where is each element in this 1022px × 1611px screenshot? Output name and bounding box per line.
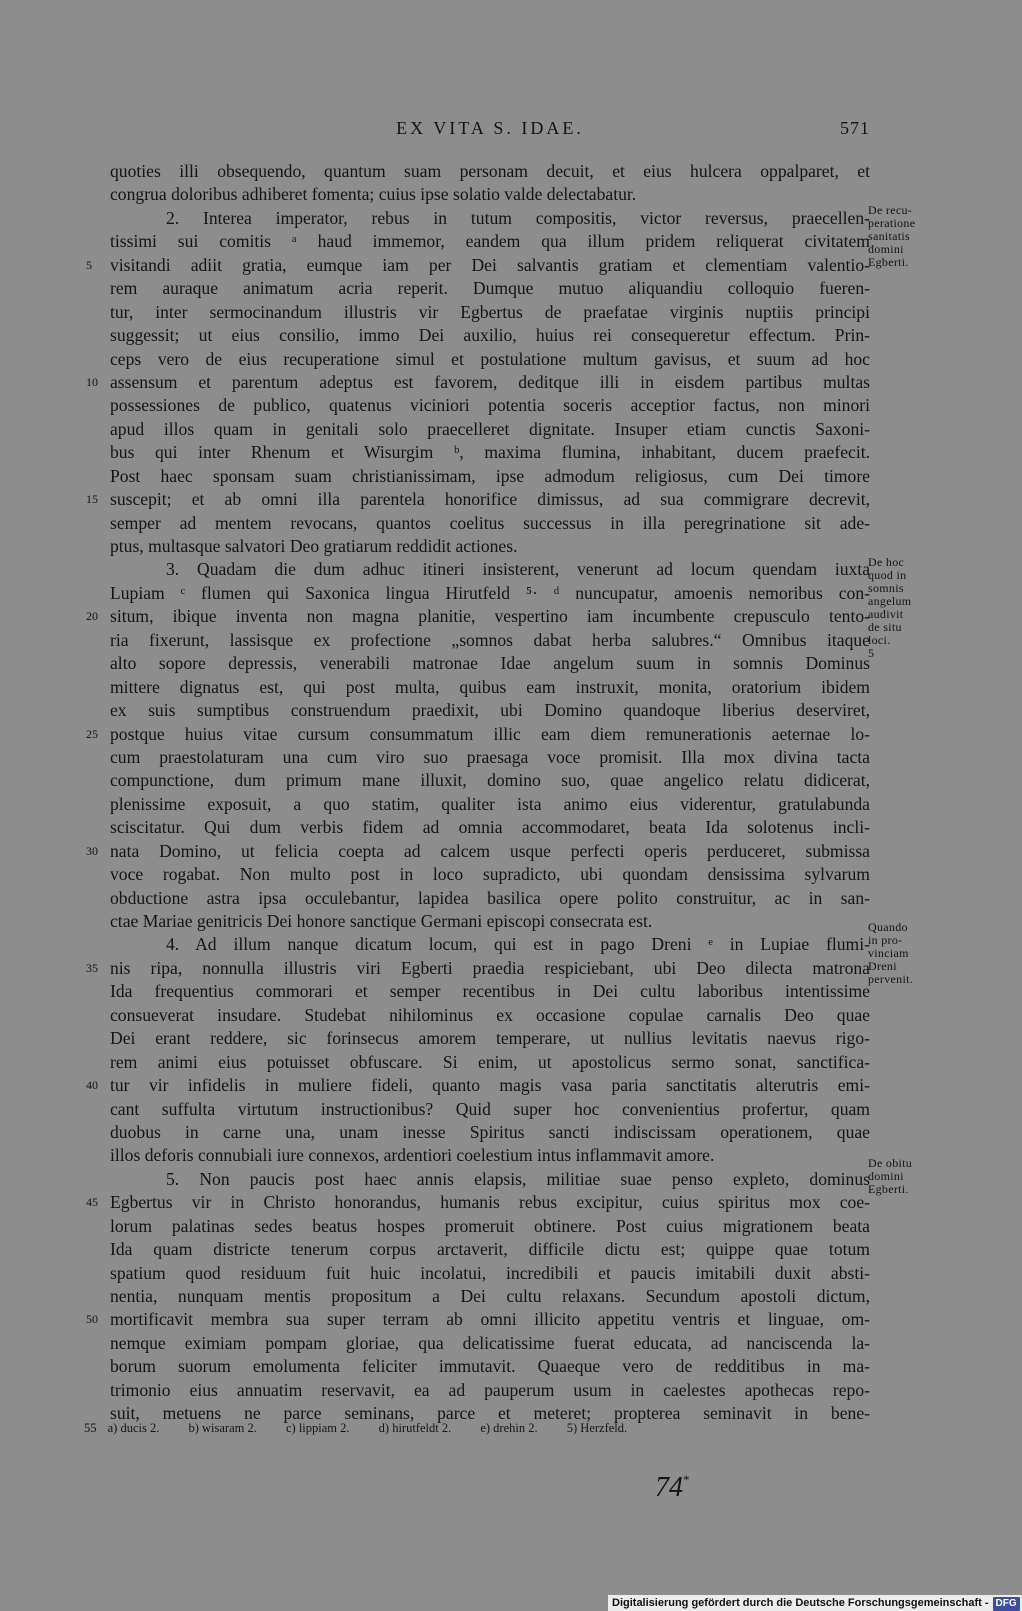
text-line [110,183,870,206]
text-line [86,723,870,746]
line-number: 5 [86,257,92,272]
line-text: nemque eximiam pompam gloriae, qua delicatissime fuerat educata, ad nanciscenda la- [110,1332,870,1353]
line-text: quoties illi obsequendo, quantum suam personam decuit, et eius hulcera oppalparet, et [110,161,870,181]
running-title: EX VITA S. IDAE. [396,118,584,138]
line-text: tur, inter sermocinandum illustris vir Egbertus de praefatae virginis nuptiis principi [110,301,870,322]
line-text: tur vir infidelis in muliere fideli, quanto magis vasa paria sanctitatis alterutris emi- [110,1075,870,1096]
text-line [110,629,870,652]
text-line [110,1098,870,1121]
text-line [110,676,870,699]
line-text: congrua doloribus adhiberet fomenta; cuius ipse solatio valde delectabatur. [110,184,637,205]
text-line [110,746,870,769]
text-line [110,418,870,441]
sidenote-line: peratione [868,216,916,230]
text-line [110,441,870,464]
text-line [110,301,870,324]
dfg-banner[interactable] [608,1595,1022,1611]
line-text: duobus in carne una, unam inesse Spiritus sancti indiscissam operationem, quae [110,1121,870,1142]
line-text: 2. Interea imperator, rebus in tutum compositis, victor reversus, praecellen- [166,207,870,228]
sidenote-line: sanitatis [868,229,911,243]
line-text: semper ad mentem revocans, quantos coelitus successus in illa peregrinatione sit ade- [110,512,870,533]
line-text: nis ripa, nonnulla illustris viri Egberti praedia respiciebant, ubi Deo dilecta matrona [110,957,870,978]
line-text: ptus, multasque salvatori Deo gratiarum reddidit actiones. [110,536,518,556]
line-text: apud illos quam in genitali solo praecelleret dignitate. Insuper etiam cunctis Saxoni- [110,418,870,439]
text-line [110,652,870,675]
text-line [110,1332,870,1355]
line-number: 50 [86,1312,98,1327]
text-line [110,1379,870,1402]
line-text: mortificavit membra sua super terram ab omni illicito appetitu ventris et linguae, om- [110,1309,870,1330]
sidenote-line: quod in [868,568,907,582]
main-text [86,160,870,1426]
text-line [110,230,870,253]
sidenote-line: Dreni [868,959,897,973]
sidenote-line: in pro- [868,933,903,947]
text-line [110,933,870,956]
line-text: ria fixerunt, lassisque ex profectione „somnos dabat herba salubres.“ Omnibus itaque [110,629,870,650]
sidenote-2 [868,556,958,660]
line-text: obductione astra ipsa occulebantur, lapidea basilica opere polito construitur, ac in san- [110,887,870,908]
text-line [110,558,870,581]
line-text: alto sopore depressis, venerabili matronae Idae angelum suum in somnis Dominus [110,653,870,674]
line-text: suggessit; ut eius consilio, immo Dei auxilio, huius rei consequeretur effectum. Prin- [110,325,870,346]
text-line [110,1027,870,1050]
sidenote-line: domini [868,242,904,256]
text-line [110,465,870,488]
text-line [110,535,870,558]
page-number: 571 [840,118,870,138]
line-number: 35 [86,960,98,975]
text-line [110,887,870,910]
line-text: lorum palatinas sedes beatus hospes promeruit obtinere. Post cuius migrationem beata [110,1215,870,1236]
sidenote-line: domini [868,1169,904,1183]
text-line [110,277,870,300]
sidenote-line: audivit [868,607,904,621]
sidenote-line: De obitu [868,1156,913,1170]
line-text: compunctione, dum primum mane illuxit, domino suo, quae angelico relatu didicerat, [110,770,870,791]
line-text: postque huius vitae cursum consummatum illic eam diem remunerationis aeternae lo- [110,723,870,744]
text-line [86,371,870,394]
signature-mark [655,1472,690,1504]
sidenote-line: Egberti. [868,255,909,269]
text-line [86,1074,870,1097]
sidenote-line: 5 [868,646,875,660]
line-text: sciscitatur. Qui dum verbis fidem ad omnia accommodaret, beata Ida solotenus incli- [110,817,870,838]
line-text: cant suffulta virtutum instructionibus? Quid super hoc convenientius profertur, quam [110,1098,870,1119]
line-number: 10 [86,374,98,389]
line-number: 30 [86,843,98,858]
line-text: mittere dignatus est, qui post multa, quibus eam instruxit, monita, oratorium ibidem [110,676,870,697]
line-text: suit, metuens ne parce seminans, parce et meteret; propterea seminavit in bene- [110,1403,870,1424]
text-line [110,324,870,347]
line-text: ceps vero de eius recuperatione simul et postulatione multum gavisus, et suum ad hoc [110,348,870,369]
line-text: bus qui inter Rhenum et Wisurgim ᵇ, maxima flumina, inhabitant, ducem praefecit. [110,442,870,463]
line-text: Dei erant reddere, sic forinsecus amorem temperare, ut nullius levitatis naevus rigo- [110,1028,870,1049]
sidenote-line: De hoc [868,555,905,569]
line-text: spatium quod residuum fuit huic incolatui, incredibili et paucis imitabili duxit absti- [110,1262,870,1283]
sidenote-line: angelum [868,594,912,608]
banner-text: Digitalisierung gefördert durch die Deutsche Forschungsgemeinschaft - [612,1597,989,1609]
text-line [86,254,870,277]
sidenote-line: de situ [868,620,902,634]
line-text: Ida frequentius commorari et semper recentibus in Dei cultu laboribus intentissime [110,981,870,1002]
line-text: situm, ibique inventa non magna planitie, vespertino iam incumbente crepusculo tento- [110,606,870,627]
footnote: b) wisaram 2. [188,1421,257,1435]
text-line [86,1191,870,1214]
text-line [110,207,870,230]
text-line [110,863,870,886]
footnotes [84,1421,804,1436]
text-line [86,957,870,980]
footnote-line-number: 55 [84,1421,97,1435]
text-line [110,1215,870,1238]
line-text: possessiones de publico, quatenus viciniori potentia soceris acceptior factus, non minori [110,395,870,416]
sidenote-line: De recu- [868,203,913,217]
sidenote-line: loci. [868,633,891,647]
text-line [86,840,870,863]
signature-asterisk: * [683,1472,690,1487]
line-text: nentia, nunquam mentis propositum a Dei cultu relaxans. Secundum apostoli dictum, [110,1286,870,1306]
text-line [110,1051,870,1074]
text-line [110,793,870,816]
line-text: tissimi sui comitis ᵃ haud immemor, eandem qua illum pridem reliquerat civitatem [110,231,870,252]
line-text: suscepit; et ab omni illa parentela honorifice dimissus, ad sua commigrare decrevit, [110,489,870,510]
text-line [110,1144,870,1167]
line-text: 4. Ad illum nanque dicatum locum, qui est in pago Dreni ᵉ in Lupiae flumi- [166,934,870,955]
line-text: plenissime exposuit, a quo statim, qualiter ista animo eius viderentur, gratulabunda [110,793,870,814]
dfg-logo: DFG [993,1597,1020,1611]
sidenote-3 [868,921,958,986]
line-text: 5. Non paucis post haec annis elapsis, militiae suae penso expleto, dominus [166,1168,870,1189]
text-line [110,1355,870,1378]
footnote: d) hirutfeldt 2. [378,1421,452,1435]
line-number: 15 [86,492,98,507]
line-text: rem auraque animatum acria reperit. Dumque mutuo aliquandiu colloquio fueren- [110,278,870,299]
footnote: a) ducis 2. [107,1421,160,1435]
line-text: borum suorum emolumenta feliciter immutavit. Quaeque vero de redditibus in ma- [110,1356,870,1377]
line-number: 25 [86,726,98,741]
signature-number: 74 [655,1472,683,1503]
line-text: visitandi adiit gratia, eumque iam per Dei salvantis gratiam et clementiam valentio- [110,254,870,275]
line-text: Post haec sponsam suam christianissimam, ipse admodum religiosus, cum Dei timore [110,465,870,486]
line-text: nata Domino, ut felicia coepta ad calcem usque perfecti operis perduceret, submissa [110,840,870,861]
text-line [110,582,870,605]
text-line [110,512,870,535]
text-line [86,605,870,628]
line-text: assensum et parentum adeptus est favorem, deditque illi in eisdem partibus multas [110,371,870,392]
line-text: 3. Quadam die dum adhuc itineri insisterent, venerunt ad locum quendam iuxta [166,559,870,580]
sidenote-line: Egberti. [868,1182,909,1196]
line-text: illos deforis connubiali iure connexos, ardentiori coelestium intus inflammavit amore. [110,1145,715,1166]
text-line [110,1238,870,1261]
text-line [110,1262,870,1285]
sidenote-line: somnis [868,581,904,595]
text-line [110,816,870,839]
text-line [110,1121,870,1144]
text-line [110,160,870,183]
sidenote-line: vinciam [868,946,909,960]
text-line [110,348,870,371]
sidenote-4 [868,1157,958,1196]
text-line [110,1168,870,1191]
footnote: c) lippiam 2. [286,1421,350,1435]
line-text: trimonio eius annuatim reservavit, ea ad pauperum usum in caelestes apothecas repo- [110,1379,870,1400]
text-line [86,488,870,511]
line-text: cum praestolaturam una cum viro suo praesaga voce promisit. Illa mox divina tacta [110,746,870,767]
footnote: e) drehin 2. [480,1421,538,1435]
text-line [110,910,870,933]
line-text: voce rogabat. Non multo post in loco supradicto, ubi quondam densissima sylvarum [110,864,870,885]
text-line [110,1004,870,1027]
running-header [110,118,870,144]
line-number: 45 [86,1195,98,1210]
sidenote-1 [868,204,958,269]
text-line [110,980,870,1003]
line-number: 40 [86,1078,98,1093]
line-text: consueverat insudare. Studebat nihilominus ex occasione copulae carnalis Deo quae [110,1004,870,1025]
line-text: ctae Mariae genitricis Dei honore sanctique Germani episcopi consecrata est. [110,911,653,931]
sidenote-line: Quando [868,920,908,934]
line-text: Ida quam districte tenerum corpus arctaverit, difficile dictu est; quippe quae totum [110,1239,870,1260]
text-line [110,699,870,722]
sidenote-line: pervenit. [868,972,914,986]
text-line [110,1285,870,1308]
line-text: rem animi eius potuisset obfuscare. Si enim, ut apostolicus sermo sonat, sanctifica- [110,1051,870,1072]
footnote: 5) Herzfeld. [566,1421,628,1435]
line-text: Lupiam ᶜ flumen qui Saxonica lingua Hirutfeld ⁵· ᵈ nuncupatur, amoenis nemoribus con- [110,582,870,603]
line-text: Egbertus vir in Christo honorandus, humanis rebus excipitur, cuius spiritus mox coe- [110,1192,870,1213]
text-line [110,394,870,417]
line-text: ex suis sumptibus construendum praedixit, ubi Domino quandoque liberius deserviret, [110,700,870,721]
line-number: 20 [86,609,98,624]
text-line [110,769,870,792]
text-line [86,1308,870,1331]
